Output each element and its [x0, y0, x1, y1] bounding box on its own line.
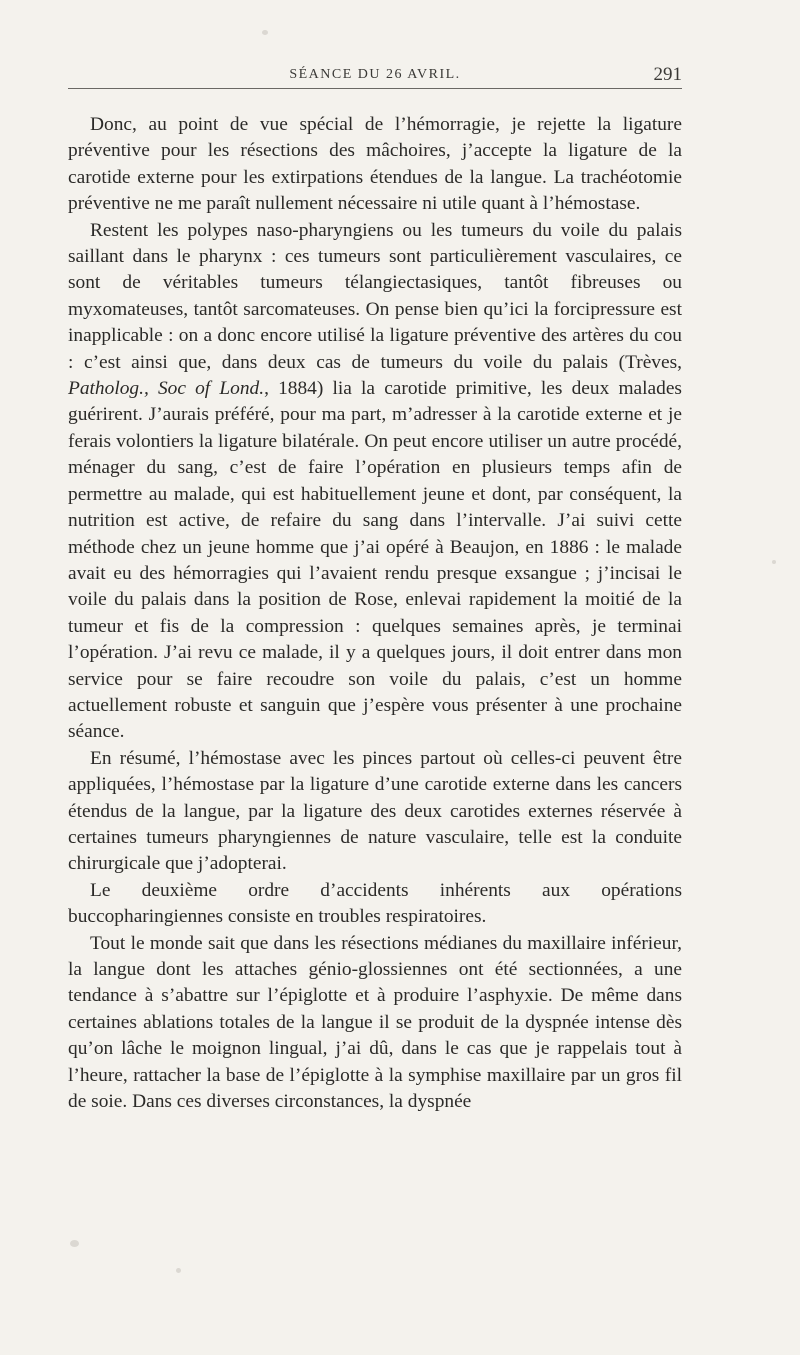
text-run: Tout le monde sait que dans les résections médianes du maxillaire inférieur, la langue dont les attaches génio-glossiennes ont été sectionnées, a une tendance à s’abattre sur l’épiglotte et à produire l’asphyxie. De même dans certaines ablations totales de la langue il se produit de la dyspnée intense dès qu’on lâche le moignon lingual, j’ai dû, dans le cas que je rappelais tout à l’heure, rattacher la base de l’épiglotte à la symphise maxillaire par un gros fil de soie. Dans ces diverses circonstances, la dyspnée [68, 932, 682, 1113]
running-title: SÉANCE DU 26 AVRIL. [289, 67, 461, 82]
paragraph [68, 931, 682, 1116]
paragraph [68, 878, 682, 931]
running-head [68, 64, 682, 89]
text-run: Donc, au point de vue spécial de l’hémorragie, je rejette la ligature préventive pour les résections des mâchoires, j’accepte la ligature de la carotide externe pour les extirpations étendues de la langue. La trachéotomie préventive ne me paraît nullement nécessaire ni utile quant à l’hémostase. [68, 114, 682, 215]
paragraph [68, 112, 682, 218]
citation-italic: Patholog., Soc of Lond. [68, 378, 265, 400]
body-text [68, 112, 682, 1115]
text-run: Le deuxième ordre d’accidents inhérents aux opérations buccopharingiennes consiste en troubles respiratoires. [68, 879, 682, 928]
text-run: , 1884) lia la carotide primitive, les deux malades guérirent. J’aurais préféré, pour ma part, m’adresser à la carotide externe et je ferais volontiers la ligature bilatérale. On peut encore utiliser un autre procédé, ménager du sang, c’est de faire l’opération en plusieurs temps afin de permettre au malade, qui est habituellement jeune et dont, par conséquent, la nutrition est active, de refaire du sang dans l’intervalle. J’ai suivi cette méthode chez un jeune homme que j’ai opéré à Beaujon, en 1886 : le malade avait eu des hémorragies qui l’avaient rendu presque exsangue ; j’incisai le voile du palais dans la position de Rose, enlevai rapidement la moitié de la tumeur et fis de la compression : quelques semaines après, je terminai l’opération. J’ai revu ce malade, il y a quelques jours, il doit entrer dans mon service pour se faire recoudre son voile du palais, c’est un homme actuellement robuste et sanguin que j’espère vous présenter à une prochaine séance. [68, 378, 682, 743]
paper-speck [262, 30, 268, 35]
paragraph [68, 218, 682, 746]
paper-speck [772, 560, 776, 564]
paragraph [68, 746, 682, 878]
text-run: En résumé, l’hémostase avec les pinces partout où celles-ci peuvent être appliquées, l’hémostase par la ligature d’une carotide externe dans les cancers étendus de la langue, par la ligature des deux carotides externes réservée à certaines tumeurs pharyngiennes de nature vasculaire, telle est la conduite chirurgicale que j’adopterai. [68, 747, 682, 875]
paper-speck [70, 1240, 79, 1247]
text-run: Restent les polypes naso-pharyngiens ou les tumeurs du voile du palais saillant dans le pharynx : ces tumeurs sont particulièrement vasculaires, ce sont de véritables tumeurs télangiectasiques, tantôt fibreuses ou myxomateuses, tantôt sarcomateuses. On pense bien qu’ici la forcipressure est inapplicable : on a donc encore utilisé la ligature préventive des artères du cou : c’est ainsi que, dans deux cas de tumeurs du voile du palais (Trèves, [68, 219, 682, 373]
paper-speck [176, 1268, 181, 1273]
page-number: 291 [653, 64, 682, 85]
